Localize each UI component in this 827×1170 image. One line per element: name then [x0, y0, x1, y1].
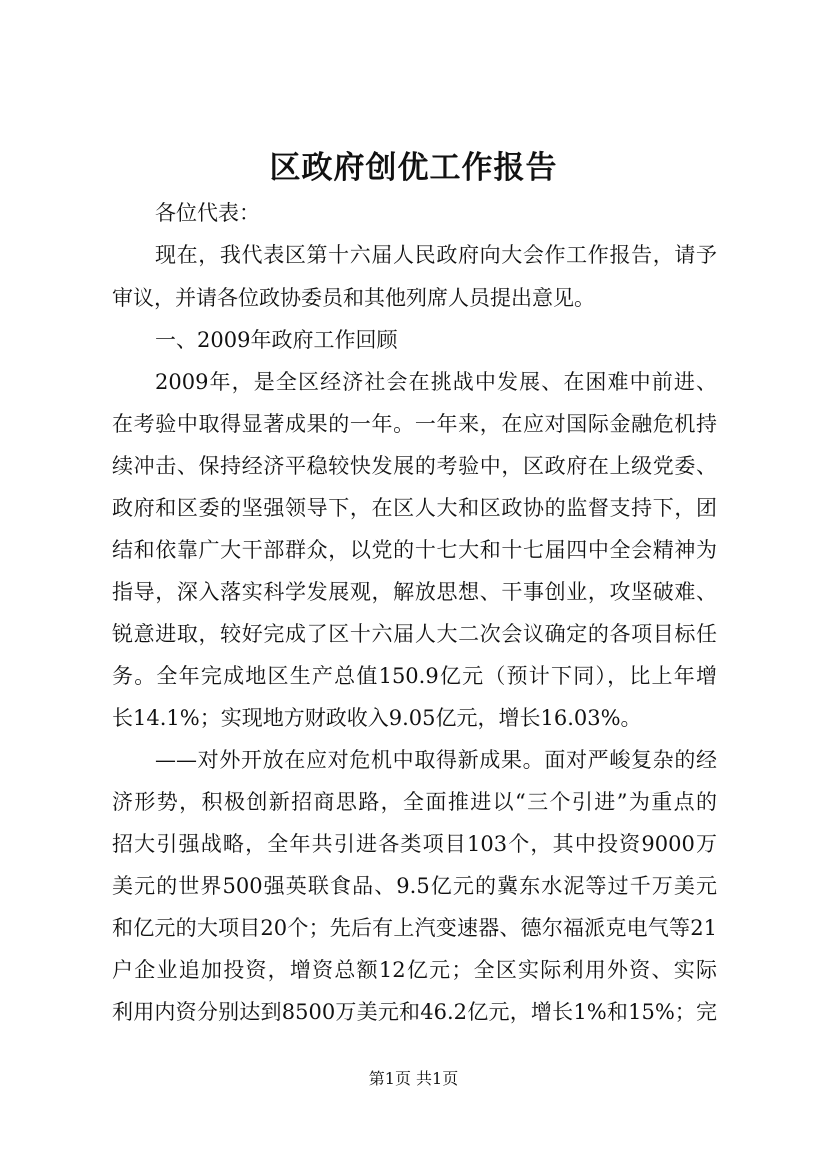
paragraph-line: 美元的世界500强英联食品、9.5亿元的冀东水泥等过千万美元: [112, 874, 717, 898]
paragraph-line: 利用内资分别达到8500万美元和46.2亿元，增长1%和15%；完: [112, 1000, 717, 1024]
salutation: 各位代表：: [155, 201, 260, 225]
paragraph-line: ——对外开放在应对危机中取得新成果。面对严峻复杂的经: [155, 748, 717, 772]
paragraph-line: 续冲击、保持经济平稳较快发展的考验中，区政府在上级党委、: [112, 454, 717, 478]
paragraph-line: 务。全年完成地区生产总值150.9亿元（预计下同），比上年增: [112, 664, 717, 688]
section-heading: 一、2009年政府工作回顾: [155, 328, 398, 352]
paragraph-line: 政府和区委的坚强领导下，在区人大和区政协的监督支持下，团: [112, 496, 717, 520]
page-footer: 第1页 共1页: [368, 1069, 459, 1088]
paragraph-line: 指导，深入落实科学发展观，解放思想、干事创业，攻坚破难、: [112, 580, 717, 604]
paragraph-line: 现在，我代表区第十六届人民政府向大会作工作报告，请予: [155, 243, 717, 267]
paragraph-line: 在考验中取得显著成果的一年。一年来，在应对国际金融危机持: [112, 412, 717, 436]
paragraph-line: 锐意进取，较好完成了区十六届人大二次会议确定的各项目标任: [112, 622, 717, 646]
document-title: 区政府创优工作报告: [269, 150, 558, 186]
paragraph-line: 结和依靠广大干部群众，以党的十七大和十七届四中全会精神为: [112, 538, 717, 562]
paragraph-line: 审议，并请各位政协委员和其他列席人员提出意见。: [112, 286, 595, 310]
paragraph-line: 和亿元的大项目20个；先后有上汽变速器、德尔福派克电气等21: [112, 916, 717, 940]
paragraph-line: 长14.1%；实现地方财政收入9.05亿元，增长16.03%。: [112, 706, 642, 730]
paragraph-line: 济形势，积极创新招商思路，全面推进以“三个引进”为重点的: [112, 790, 717, 814]
paragraph-line: 2009年，是全区经济社会在挑战中发展、在困难中前进、: [155, 370, 717, 394]
paragraph-line: 招大引强战略，全年共引进各类项目103个，其中投资9000万: [112, 832, 717, 856]
paragraph-line: 户企业追加投资，增资总额12亿元；全区实际利用外资、实际: [112, 958, 717, 982]
